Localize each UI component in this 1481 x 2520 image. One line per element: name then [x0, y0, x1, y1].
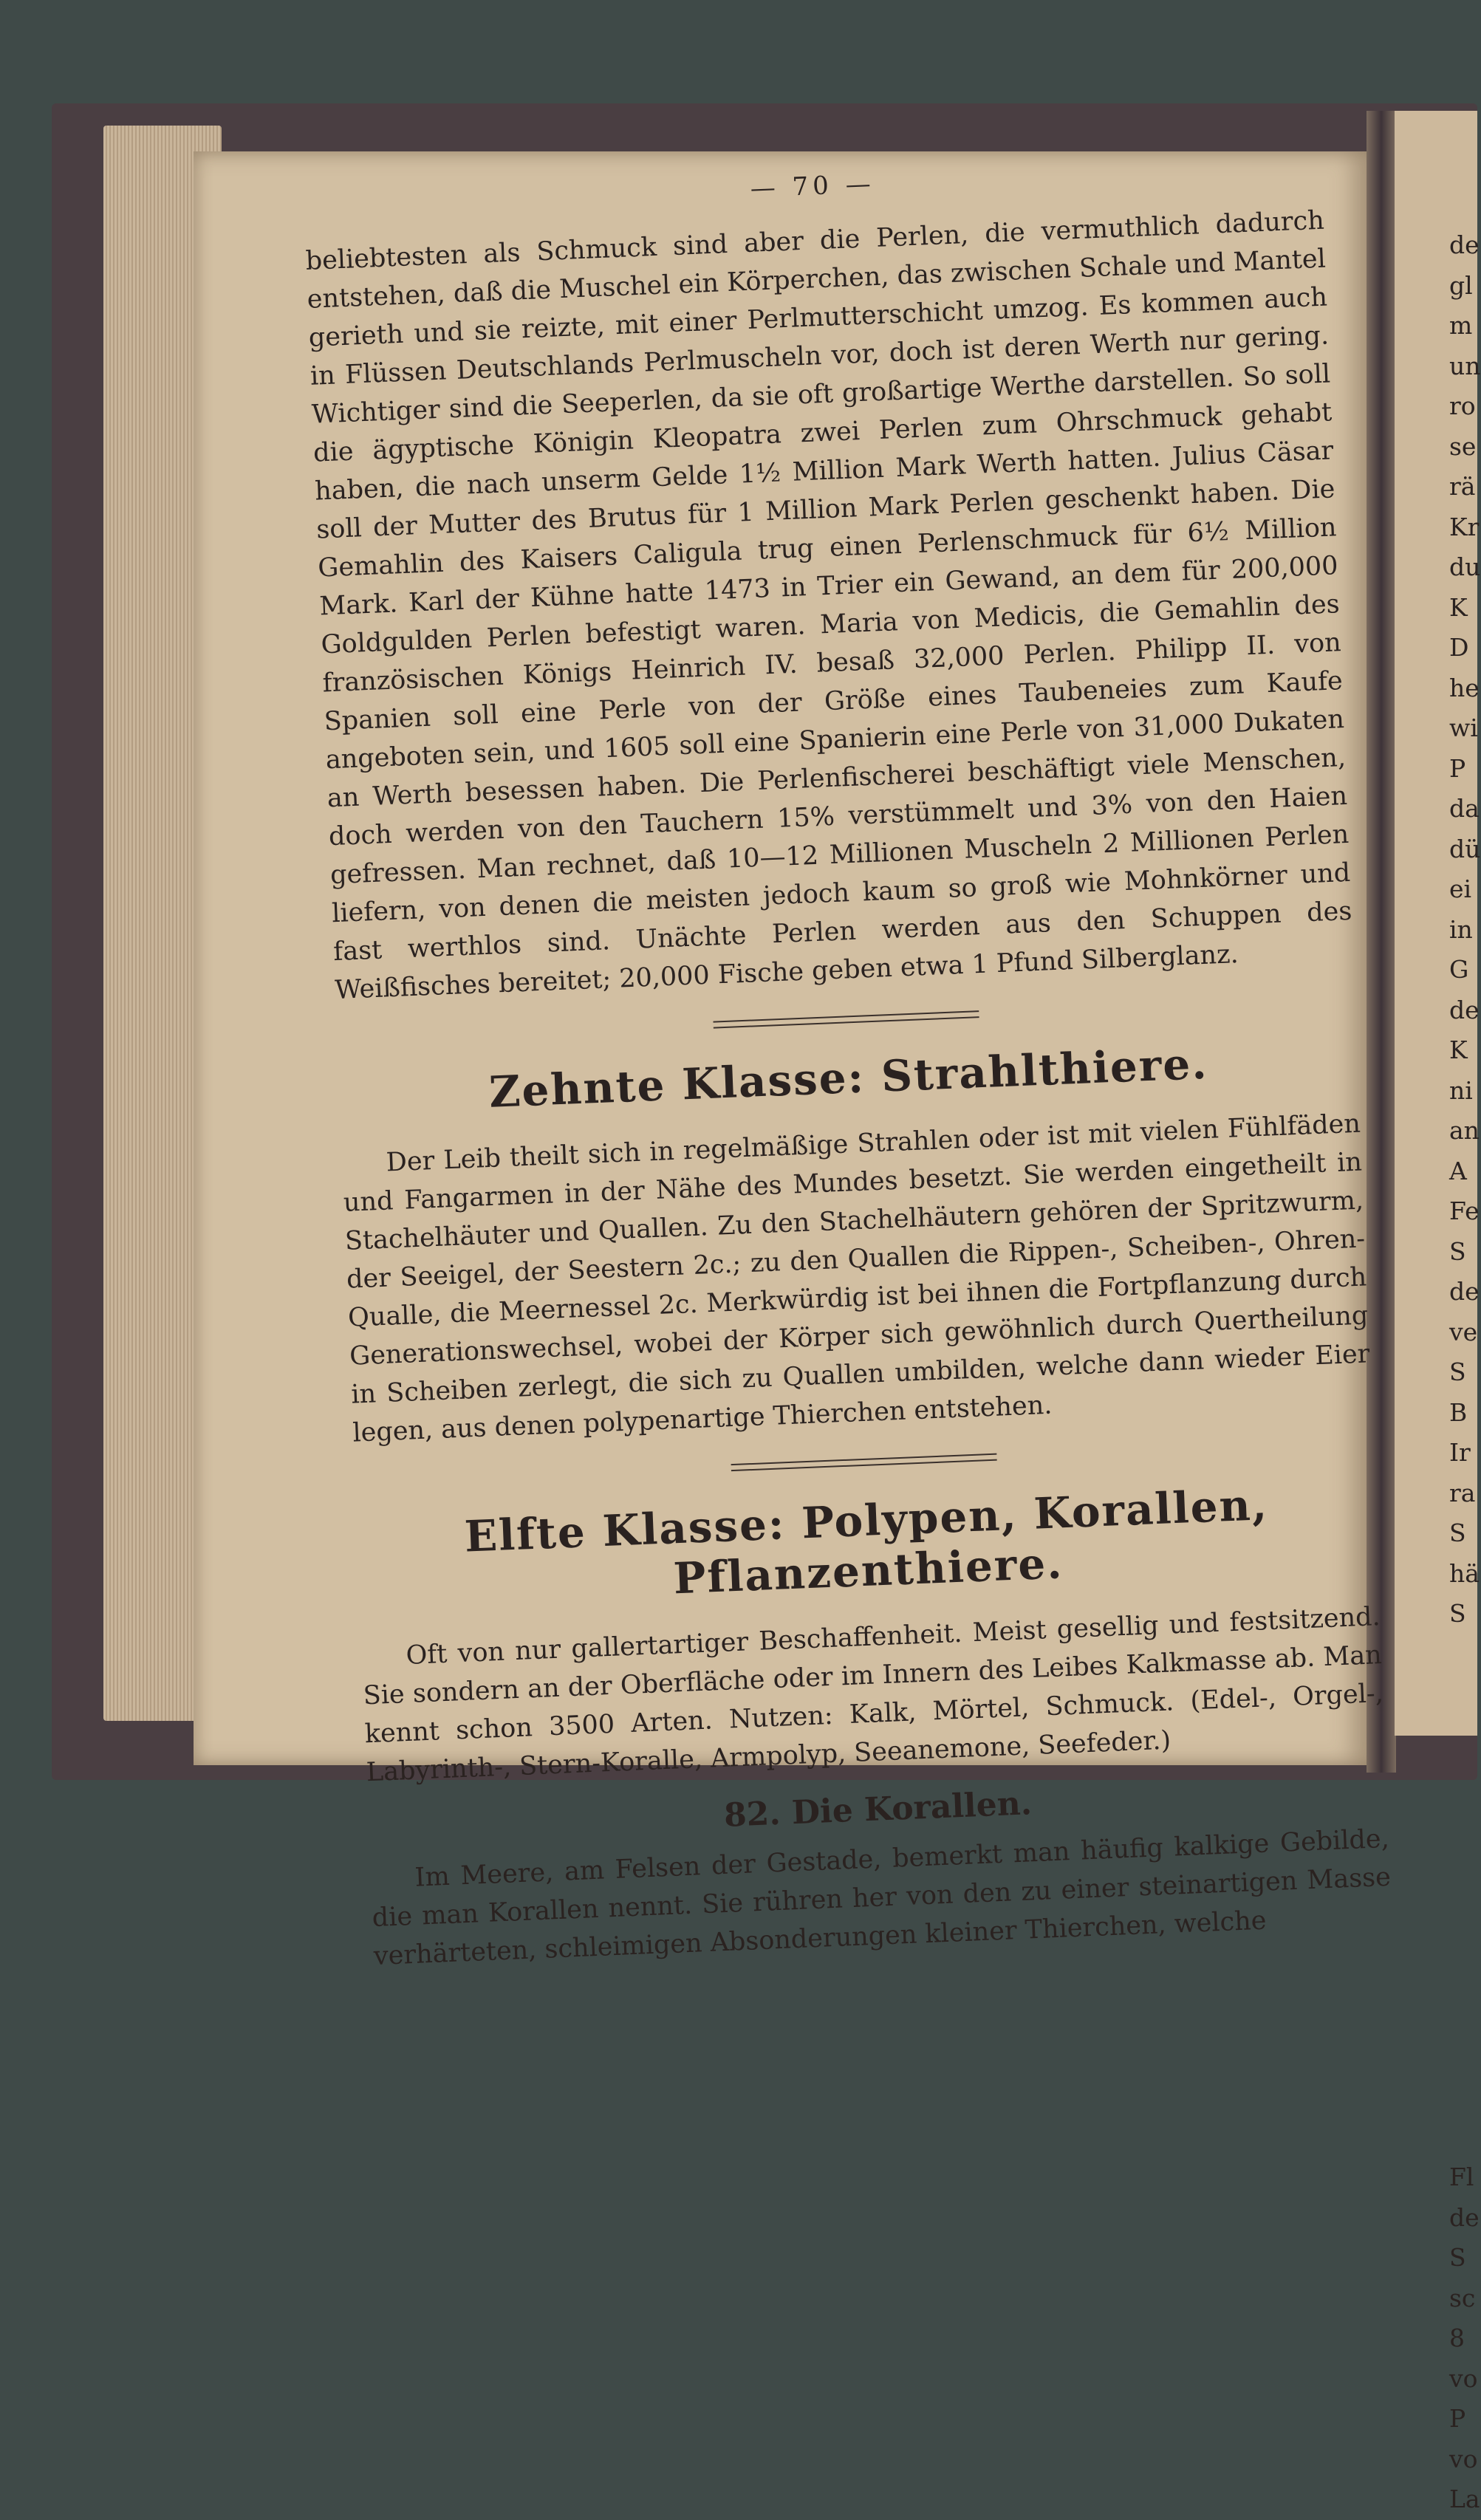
facing-page-fragment: du: [1449, 552, 1481, 581]
korallen-paragraph: Im Meere, am Felsen der Gestade, bemerkt man häufig kalkige Gebilde, die man Korallen nennt. Sie rühren her von den zu einer steinartigen Masse verhärteten, schleimigen Absonderungen kleiner Thierchen, welche: [372, 1824, 1392, 1972]
facing-page-fragment: Fe: [1449, 1196, 1480, 1225]
facing-page-fragment: Ir: [1449, 1438, 1471, 1467]
facing-page-fragment: ve: [1449, 1317, 1478, 1346]
facing-page-fragment: [1449, 2077, 1479, 2117]
facing-page-fragment: sc: [1449, 2283, 1476, 2312]
facing-page-fragment: gl: [1449, 270, 1473, 300]
facing-page-fragment: P: [1449, 753, 1466, 783]
facing-page-fragment: ra: [1449, 1478, 1476, 1507]
facing-page-fragment: 8: [1449, 2324, 1465, 2352]
facing-page-fragment: S: [1449, 1236, 1466, 1266]
facing-page-fragment: se: [1449, 431, 1477, 461]
section-divider: [731, 1454, 997, 1471]
facing-page-fragment: [1449, 1634, 1479, 1675]
facing-page-fragment: [1449, 1795, 1479, 1836]
facing-page-fragment: [1449, 1715, 1479, 1756]
facing-page-fragment: de: [1449, 2202, 1480, 2232]
facing-page-fragment: in: [1449, 914, 1473, 944]
facing-page-fragment: S: [1449, 1518, 1466, 1547]
page-text-block: [303, 151, 1392, 1972]
facing-page-fragment: wi: [1449, 713, 1478, 742]
facing-page-fragment: [1449, 1916, 1479, 1956]
facing-page-fragment: [1449, 2037, 1479, 2078]
subsection-title-korallen: 82. Die Korallen.: [723, 1784, 1033, 1835]
facing-page-fragment: Kr: [1449, 512, 1480, 541]
facing-page-fragment: de: [1449, 1277, 1480, 1306]
facing-page-fragment: an: [1449, 1116, 1480, 1145]
facing-page-fragment: K: [1449, 1035, 1468, 1064]
facing-page-fragment: B: [1449, 1397, 1468, 1427]
strahlthiere-paragraph: Der Leib theilt sich in regelmäßige Strahlen oder ist mit vielen Fühlfäden und Fangarmen in der Nähe des Mundes besetzt. Sie werden eingetheilt in Stachelhäuter und Quallen. Zu den Stachelhäutern gehören der Spritzwurm, der Seeigel, der Seestern 2c.; zu den Quallen die Rippen-, Scheiben-, Ohren-Qualle, die Meernessel 2c. Merkwürdig ist bei ihnen die Fortpflanzung durch Generationswechsel, wobei der Körper sich gewöhnlich durch Quertheilung in Scheiben zerlegt, die sich zu Quallen umbilden, welche dann wieder Eier legen, aus denen polypenartige Thierchen entstehen.: [343, 1109, 1371, 1448]
facing-page-fragment: he: [1449, 673, 1480, 702]
facing-page-fragment: Fl: [1449, 2163, 1474, 2191]
facing-page-fragment: vo: [1449, 2363, 1478, 2393]
facing-page-fragment: dü: [1449, 834, 1481, 863]
facing-page-fragment: rä: [1449, 472, 1476, 501]
polypen-paragraph: Oft von nur gallertartiger Beschaffenheit. Meist gesellig und festsitzend. Sie sondern an der Oberfläche oder im Innern des Leibes Kalkmasse ab. Man kennt schon 3500 Arten. Nutzen: Kalk, Mörtel, Schmuck. (Edel-, Orgel-, Labyrinth-, Stern-Koralle, Armpolyp, Seeanemone, Seefeder.): [362, 1602, 1384, 1788]
facing-page-fragment: de: [1449, 995, 1480, 1024]
facing-page-fragment: La: [1449, 2485, 1480, 2513]
facing-page-fragment: [1449, 1755, 1479, 1795]
section-title-polypen: Elfte Klasse: Polypen, Korallen, Pflanzenthiere.: [463, 1479, 1270, 1604]
facing-page-fragment: de: [1449, 230, 1480, 259]
facing-page-fragment: S: [1449, 1357, 1466, 1386]
facing-page-fragment: [1449, 2117, 1479, 2158]
pearls-paragraph: beliebtesten als Schmuck sind aber die Perlen, die vermuthlich dadurch entstehen, daß die Muschel ein Körperchen, das zwischen Schale und Mantel gerieth und sie reizte, mit einer Perlmutterschicht umzog. Es kommen auch in Flüssen Deutschlands Perlmuscheln vor, doch ist deren Werth nur gering. Wichtiger sind die Seeperlen, da sie oft großartige Werthe darstellen. So soll die ägyptische Königin Kleopatra zwei Perlen zum Ohrschmuck gehabt haben, die nach unserm Gelde 1½ Million Mark Werth hatten. Julius Cäsar soll der Mutter des Brutus für 1 Million Mark Perlen geschenkt haben. Die Gemahlin des Kaisers Caligula trug einen Perlenschmuck für 6½ Million Mark. Karl der Kühne hatte 1473 in Trier ein Gewand, an dem für 200,000 Goldgulden Perlen befestigt waren. Maria von Medicis, die Gemahlin des französischen Königs Heinrich IV. besaß 32,000 Perlen. Philipp II. von Spanien soll eine Perle von der Größe eines Taubeneies zum Kaufe angeboten sein, und 1605 soll eine Spanierin eine Perle von 31,000 Dukaten an Werth besessen haben. Die Perlenfischerei beschäftigt viele Menschen, doch werden von den Tauchern 15% verstümmelt und 3% von den Haien gefressen. Man rechnet, daß 10—12 Millionen Muscheln 2 Millionen Perlen liefern, von denen die meisten jedoch kaum so groß wie Mohnkörner und fast werthlos sind. Unächte Perlen werden aus den Schuppen des Weißfisches bereitet; 20,000 Fische geben etwa 1 Pfund Silberglanz.: [304, 205, 1353, 1006]
facing-page-fragment: S: [1449, 2243, 1466, 2272]
facing-page-fragment: hä: [1449, 1558, 1480, 1588]
facing-page-fragment: P: [1449, 2404, 1466, 2433]
facing-page-text-fragments: [1449, 225, 1479, 2520]
facing-page-fragment: [1449, 1835, 1479, 1876]
facing-page-fragment: [1449, 1996, 1479, 2037]
section-title-strahlthiere: Zehnte Klasse: Strahlthiere.: [488, 1038, 1209, 1117]
facing-page-fragment: D: [1449, 633, 1469, 662]
facing-page-fragment: K: [1449, 592, 1468, 622]
facing-page-fragment: da: [1449, 794, 1480, 823]
facing-page-fragment: ei: [1449, 874, 1472, 903]
facing-page-fragment: ro: [1449, 391, 1476, 420]
facing-page-fragment: [1449, 1876, 1479, 1917]
facing-page-fragment: vo: [1449, 2444, 1478, 2473]
facing-page-fragment: m: [1449, 311, 1473, 340]
facing-page-fragment: ni: [1449, 1075, 1473, 1105]
section-divider: [713, 1010, 979, 1028]
page-number: — 70 —: [750, 168, 876, 204]
facing-page-fragment: A: [1449, 1156, 1467, 1185]
facing-page-fragment: G: [1449, 955, 1469, 984]
facing-page-fragment: [1449, 1674, 1479, 1715]
facing-page-fragment: un: [1449, 351, 1481, 380]
facing-page-fragment: S: [1449, 1599, 1466, 1628]
facing-page-fragment: [1449, 1956, 1479, 1997]
